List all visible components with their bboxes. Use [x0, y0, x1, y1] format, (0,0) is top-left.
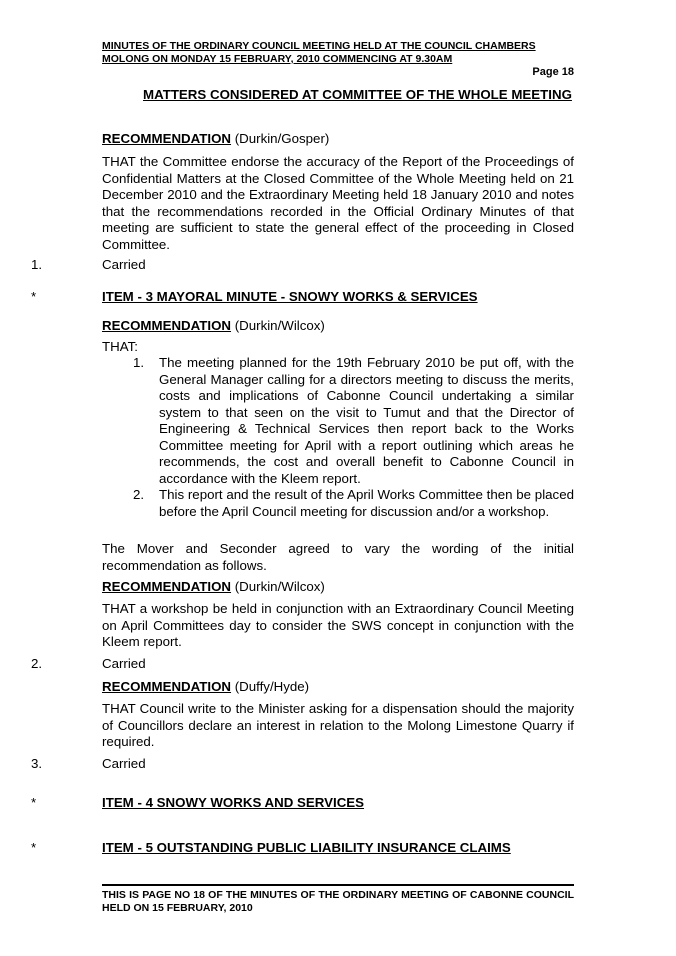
recommendation-4-heading — [102, 679, 574, 696]
recommendation-1-text: THAT the Committee endorse the accuracy of the Report of the Proceedings of Confidential Matters at the Closed Committee of the Whole Meeting held on 21 December 2010 and the Extraordinary Meeting held 18 January 2010 and notes that the recommendations recorded in the Official Ordinary Minutes of that meeting are sufficient to state the general effect of the proceeding in Closed Committee. — [102, 154, 574, 252]
mover-note: The Mover and Seconder agreed to vary the wording of the initial recommendation as follows. — [102, 541, 574, 573]
recommendation-movers: (Durkin/Wilcox) — [231, 318, 325, 333]
recommendation-3-heading — [102, 579, 574, 596]
item-3-title: ITEM - 3 MAYORAL MINUTE - SNOWY WORKS & SERVICES — [102, 289, 478, 304]
list-item-text: The meeting planned for the 19th February 2010 be put off, with the General Manager calling for a directors meeting to discuss the merits, costs and implications of Cabonne Council undertaking a similar system to that seen on the visit to Tumut and that the Director of Engineering & Technical Services then report back to the Works Committee meeting for April with a report outlining which areas he recommends, the cost and overall benefit to Cabonne Council in accordance with the Kleem report. — [159, 355, 574, 486]
recommendation-3-text: THAT a workshop be held in conjunction with an Extraordinary Council Meeting on April Committees day to consider the SWS concept in conjunction with the Kleem report. — [102, 601, 574, 649]
section-heading: MATTERS CONSIDERED AT COMMITTEE OF THE WHOLE MEETING — [143, 87, 572, 102]
resolution-number-3: 3. — [31, 756, 43, 771]
recommendation-movers: (Durkin/Gosper) — [231, 131, 330, 146]
item-3-marker: * — [31, 289, 37, 304]
resolution-number-1: 1. — [31, 257, 43, 272]
that-label: THAT: — [102, 339, 138, 354]
recommendation-2-heading — [102, 318, 574, 335]
recommendation-movers: (Durkin/Wilcox) — [231, 579, 325, 594]
list-item — [133, 487, 574, 520]
list-item-number: 2. — [133, 487, 145, 502]
item-5-title: ITEM - 5 OUTSTANDING PUBLIC LIABILITY INSURANCE CLAIMS — [102, 840, 511, 855]
item-5-marker: * — [31, 840, 37, 855]
resolution-result-1: Carried — [102, 257, 146, 272]
page-footer: THIS IS PAGE NO 18 OF THE MINUTES OF THE ORDINARY MEETING OF CABONNE COUNCIL HELD ON 15 FEBRUARY, 2010 — [102, 889, 574, 914]
recommendation-4-text: THAT Council write to the Minister asking for a dispensation should the majority of Councillors declare an interest in relation to the Molong Limestone Quarry if required. — [102, 701, 574, 749]
list-item-number: 1. — [133, 355, 145, 370]
list-item — [133, 355, 574, 487]
page-number: Page 18 — [532, 66, 574, 78]
list-item-text: This report and the result of the April Works Committee then be placed before the April Council meeting for discussion and/or a workshop. — [159, 487, 574, 519]
resolution-number-2: 2. — [31, 656, 43, 671]
recommendation-label: RECOMMENDATION — [102, 579, 232, 594]
recommendation-movers: (Duffy/Hyde) — [231, 679, 310, 694]
footer-rule — [102, 884, 574, 886]
resolution-result-3: Carried — [102, 756, 146, 771]
recommendation-label: RECOMMENDATION — [102, 318, 232, 333]
recommendation-label: RECOMMENDATION — [102, 679, 232, 694]
recommendation-label: RECOMMENDATION — [102, 131, 232, 146]
recommendation-1-heading — [102, 131, 574, 148]
page-header-title: MINUTES OF THE ORDINARY COUNCIL MEETING HELD AT THE COUNCIL CHAMBERS MOLONG ON MONDAY 15 FEBRUARY, 2010 COMMENCING AT 9.30AM — [102, 40, 536, 65]
resolution-result-2: Carried — [102, 656, 146, 671]
item-4-title: ITEM - 4 SNOWY WORKS AND SERVICES — [102, 795, 365, 810]
item-4-marker: * — [31, 795, 37, 810]
